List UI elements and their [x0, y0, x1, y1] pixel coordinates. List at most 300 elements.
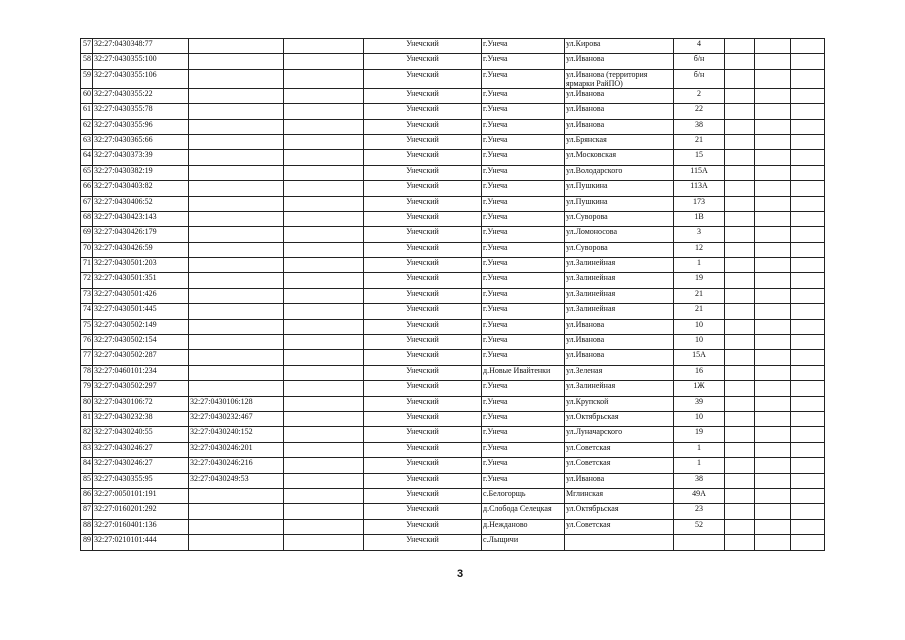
- empty-cell: [725, 69, 755, 88]
- empty-cell: [284, 258, 364, 273]
- locality-cell: г.Унеча: [482, 458, 565, 473]
- cadastral-number: 32:27:0430426:59: [93, 242, 189, 257]
- empty-cell: [791, 211, 825, 226]
- empty-cell: [725, 150, 755, 165]
- empty-cell: [725, 119, 755, 134]
- house-number-cell: 39: [674, 396, 725, 411]
- empty-cell: [791, 88, 825, 103]
- locality-cell: г.Унеча: [482, 427, 565, 442]
- cadastral-number: 32:27:0430403:82: [93, 181, 189, 196]
- empty-cell: [755, 350, 791, 365]
- house-number-cell: 2: [674, 88, 725, 103]
- locality-cell: г.Унеча: [482, 258, 565, 273]
- district-cell: Унечский: [364, 39, 482, 54]
- locality-cell: с.Белогорщь: [482, 488, 565, 503]
- empty-cell: [284, 69, 364, 88]
- empty-cell: [284, 54, 364, 69]
- locality-cell: г.Унеча: [482, 227, 565, 242]
- empty-cell: [791, 39, 825, 54]
- row-number: 78: [81, 365, 93, 380]
- locality-cell: г.Унеча: [482, 39, 565, 54]
- house-number-cell: 1: [674, 458, 725, 473]
- linked-cadastral-number: [189, 488, 284, 503]
- district-cell: Унечский: [364, 181, 482, 196]
- cadastral-number: 32:27:0430246:27: [93, 458, 189, 473]
- locality-cell: г.Унеча: [482, 165, 565, 180]
- row-number: 79: [81, 381, 93, 396]
- house-number-cell: 113А: [674, 181, 725, 196]
- empty-cell: [725, 473, 755, 488]
- page-number: 3: [456, 568, 464, 580]
- empty-cell: [284, 227, 364, 242]
- cadastral-number: 32:27:0430382:19: [93, 165, 189, 180]
- empty-cell: [284, 211, 364, 226]
- row-number: 86: [81, 488, 93, 503]
- empty-cell: [755, 88, 791, 103]
- street-cell: ул.Иванова: [565, 335, 674, 350]
- district-cell: Унечский: [364, 150, 482, 165]
- linked-cadastral-number: [189, 304, 284, 319]
- linked-cadastral-number: [189, 504, 284, 519]
- row-number: 87: [81, 504, 93, 519]
- district-cell: Унечский: [364, 165, 482, 180]
- empty-cell: [755, 396, 791, 411]
- house-number-cell: б/н: [674, 69, 725, 88]
- empty-cell: [755, 104, 791, 119]
- empty-cell: [755, 504, 791, 519]
- empty-cell: [284, 104, 364, 119]
- empty-cell: [725, 365, 755, 380]
- street-cell: ул.Залинейная: [565, 381, 674, 396]
- locality-cell: г.Унеча: [482, 211, 565, 226]
- empty-cell: [791, 473, 825, 488]
- empty-cell: [755, 54, 791, 69]
- street-cell: ул.Пушкина: [565, 196, 674, 211]
- empty-cell: [284, 411, 364, 426]
- cadastral-number: 32:27:0430240:55: [93, 427, 189, 442]
- house-number-cell: 23: [674, 504, 725, 519]
- empty-cell: [284, 150, 364, 165]
- linked-cadastral-number: [189, 104, 284, 119]
- empty-cell: [755, 365, 791, 380]
- cadastral-number: 32:27:0160401:136: [93, 519, 189, 534]
- table-row: [81, 227, 825, 242]
- empty-cell: [284, 304, 364, 319]
- empty-cell: [755, 242, 791, 257]
- empty-cell: [755, 519, 791, 534]
- cadastral-number: 32:27:0430501:426: [93, 288, 189, 303]
- table-row: [81, 458, 825, 473]
- locality-cell: г.Унеча: [482, 335, 565, 350]
- empty-cell: [791, 488, 825, 503]
- street-cell: ул.Залинейная: [565, 288, 674, 303]
- district-cell: Унечский: [364, 396, 482, 411]
- locality-cell: г.Унеча: [482, 119, 565, 134]
- linked-cadastral-number: 32:27:0430249:53: [189, 473, 284, 488]
- street-cell: ул.Октябрьская: [565, 504, 674, 519]
- empty-cell: [725, 134, 755, 149]
- house-number-cell: 15А: [674, 350, 725, 365]
- empty-cell: [284, 39, 364, 54]
- locality-cell: г.Унеча: [482, 104, 565, 119]
- house-number-cell: 52: [674, 519, 725, 534]
- empty-cell: [755, 335, 791, 350]
- district-cell: Унечский: [364, 54, 482, 69]
- empty-cell: [284, 442, 364, 457]
- linked-cadastral-number: [189, 39, 284, 54]
- district-cell: Унечский: [364, 119, 482, 134]
- street-cell: Мглинская: [565, 488, 674, 503]
- row-number: 64: [81, 150, 93, 165]
- empty-cell: [284, 88, 364, 103]
- row-number: 65: [81, 165, 93, 180]
- empty-cell: [284, 458, 364, 473]
- empty-cell: [725, 88, 755, 103]
- locality-cell: г.Унеча: [482, 350, 565, 365]
- linked-cadastral-number: [189, 227, 284, 242]
- empty-cell: [284, 196, 364, 211]
- house-number-cell: 10: [674, 411, 725, 426]
- row-number: 83: [81, 442, 93, 457]
- empty-cell: [791, 69, 825, 88]
- empty-cell: [755, 411, 791, 426]
- cadastral-number: 32:27:0430355:78: [93, 104, 189, 119]
- table-row: [81, 335, 825, 350]
- empty-cell: [725, 181, 755, 196]
- empty-cell: [725, 535, 755, 550]
- table-row: [81, 242, 825, 257]
- table-row: [81, 473, 825, 488]
- street-cell: ул.Иванова: [565, 473, 674, 488]
- empty-cell: [791, 227, 825, 242]
- street-cell: ул.Суворова: [565, 242, 674, 257]
- cadastral-number: 32:27:0430106:72: [93, 396, 189, 411]
- cadastral-number: 32:27:0430426:179: [93, 227, 189, 242]
- linked-cadastral-number: [189, 273, 284, 288]
- empty-cell: [725, 396, 755, 411]
- street-cell: [565, 535, 674, 550]
- house-number-cell: б/н: [674, 54, 725, 69]
- district-cell: Унечский: [364, 304, 482, 319]
- empty-cell: [284, 288, 364, 303]
- table-row: [81, 411, 825, 426]
- empty-cell: [284, 181, 364, 196]
- locality-cell: д.Новые Ивайтенки: [482, 365, 565, 380]
- locality-cell: г.Унеча: [482, 288, 565, 303]
- table-row: [81, 427, 825, 442]
- empty-cell: [791, 319, 825, 334]
- empty-cell: [725, 288, 755, 303]
- locality-cell: г.Унеча: [482, 396, 565, 411]
- district-cell: Унечский: [364, 211, 482, 226]
- property-table: [80, 38, 825, 551]
- locality-cell: г.Унеча: [482, 134, 565, 149]
- empty-cell: [791, 165, 825, 180]
- empty-cell: [725, 211, 755, 226]
- house-number-cell: 12: [674, 242, 725, 257]
- cadastral-number: 32:27:0430501:351: [93, 273, 189, 288]
- table-row: [81, 54, 825, 69]
- table-row: [81, 104, 825, 119]
- street-cell: ул.Залинейная: [565, 273, 674, 288]
- street-cell: ул.Суворова: [565, 211, 674, 226]
- empty-cell: [791, 134, 825, 149]
- street-cell: ул.Володарского: [565, 165, 674, 180]
- row-number: 75: [81, 319, 93, 334]
- locality-cell: г.Унеча: [482, 150, 565, 165]
- table-row: [81, 181, 825, 196]
- street-cell: ул.Советская: [565, 519, 674, 534]
- empty-cell: [791, 119, 825, 134]
- empty-cell: [755, 288, 791, 303]
- street-cell: ул.Брянская: [565, 134, 674, 149]
- empty-cell: [755, 165, 791, 180]
- empty-cell: [791, 196, 825, 211]
- locality-cell: г.Унеча: [482, 411, 565, 426]
- house-number-cell: 1: [674, 442, 725, 457]
- empty-cell: [791, 350, 825, 365]
- district-cell: Унечский: [364, 335, 482, 350]
- table-row: [81, 488, 825, 503]
- row-number: 76: [81, 335, 93, 350]
- cadastral-number: 32:27:0430348:77: [93, 39, 189, 54]
- cadastral-number: 32:27:0050101:191: [93, 488, 189, 503]
- district-cell: Унечский: [364, 273, 482, 288]
- row-number: 58: [81, 54, 93, 69]
- district-cell: Унечский: [364, 519, 482, 534]
- district-cell: Унечский: [364, 488, 482, 503]
- table-row: [81, 69, 825, 88]
- table-row: [81, 150, 825, 165]
- empty-cell: [791, 242, 825, 257]
- linked-cadastral-number: [189, 196, 284, 211]
- district-cell: Унечский: [364, 365, 482, 380]
- empty-cell: [725, 488, 755, 503]
- linked-cadastral-number: [189, 288, 284, 303]
- table-row: [81, 288, 825, 303]
- row-number: 82: [81, 427, 93, 442]
- row-number: 70: [81, 242, 93, 257]
- table-row: [81, 319, 825, 334]
- empty-cell: [725, 442, 755, 457]
- linked-cadastral-number: 32:27:0430246:201: [189, 442, 284, 457]
- empty-cell: [791, 54, 825, 69]
- table-row: [81, 350, 825, 365]
- cadastral-number: 32:27:0430502:297: [93, 381, 189, 396]
- house-number-cell: 21: [674, 134, 725, 149]
- street-cell: ул.Иванова (территория ярмарки РайПО): [565, 69, 674, 88]
- cadastral-number: 32:27:0160201:292: [93, 504, 189, 519]
- empty-cell: [725, 304, 755, 319]
- street-cell: ул.Иванова: [565, 54, 674, 69]
- house-number-cell: 16: [674, 365, 725, 380]
- street-cell: ул.Пушкина: [565, 181, 674, 196]
- row-number: 60: [81, 88, 93, 103]
- district-cell: Унечский: [364, 134, 482, 149]
- table-body: [81, 39, 825, 551]
- cadastral-number: 32:27:0430232:38: [93, 411, 189, 426]
- row-number: 68: [81, 211, 93, 226]
- empty-cell: [725, 54, 755, 69]
- cadastral-number: 32:27:0430355:100: [93, 54, 189, 69]
- empty-cell: [755, 535, 791, 550]
- linked-cadastral-number: [189, 258, 284, 273]
- row-number: 62: [81, 119, 93, 134]
- house-number-cell: 1: [674, 258, 725, 273]
- cadastral-number: 32:27:0430501:445: [93, 304, 189, 319]
- house-number-cell: 38: [674, 119, 725, 134]
- linked-cadastral-number: 32:27:0430246:216: [189, 458, 284, 473]
- cadastral-number: 32:27:0430355:95: [93, 473, 189, 488]
- empty-cell: [725, 258, 755, 273]
- empty-cell: [284, 319, 364, 334]
- house-number-cell: 38: [674, 473, 725, 488]
- table-row: [81, 39, 825, 54]
- empty-cell: [755, 319, 791, 334]
- locality-cell: г.Унеча: [482, 69, 565, 88]
- locality-cell: г.Унеча: [482, 273, 565, 288]
- street-cell: ул.Октябрьская: [565, 411, 674, 426]
- house-number-cell: 19: [674, 273, 725, 288]
- locality-cell: г.Унеча: [482, 242, 565, 257]
- table-row: [81, 304, 825, 319]
- street-cell: ул.Иванова: [565, 119, 674, 134]
- empty-cell: [791, 273, 825, 288]
- district-cell: Унечский: [364, 442, 482, 457]
- linked-cadastral-number: [189, 181, 284, 196]
- row-number: 81: [81, 411, 93, 426]
- locality-cell: г.Унеча: [482, 319, 565, 334]
- cadastral-number: 32:27:0430502:287: [93, 350, 189, 365]
- district-cell: Унечский: [364, 411, 482, 426]
- locality-cell: г.Унеча: [482, 442, 565, 457]
- empty-cell: [725, 242, 755, 257]
- cadastral-number: 32:27:0430355:106: [93, 69, 189, 88]
- empty-cell: [284, 119, 364, 134]
- empty-cell: [284, 473, 364, 488]
- table-row: [81, 365, 825, 380]
- district-cell: Унечский: [364, 427, 482, 442]
- empty-cell: [755, 473, 791, 488]
- empty-cell: [791, 504, 825, 519]
- empty-cell: [755, 196, 791, 211]
- row-number: 84: [81, 458, 93, 473]
- cadastral-number: 32:27:0430246:27: [93, 442, 189, 457]
- empty-cell: [725, 165, 755, 180]
- street-cell: ул.Залинейная: [565, 258, 674, 273]
- empty-cell: [284, 365, 364, 380]
- district-cell: Унечский: [364, 473, 482, 488]
- table-row: [81, 88, 825, 103]
- row-number: 59: [81, 69, 93, 88]
- street-cell: ул.Луначарского: [565, 427, 674, 442]
- empty-cell: [725, 504, 755, 519]
- locality-cell: г.Унеча: [482, 473, 565, 488]
- empty-cell: [755, 211, 791, 226]
- empty-cell: [791, 181, 825, 196]
- empty-cell: [755, 227, 791, 242]
- empty-cell: [284, 396, 364, 411]
- empty-cell: [755, 134, 791, 149]
- empty-cell: [791, 458, 825, 473]
- empty-cell: [284, 335, 364, 350]
- empty-cell: [791, 150, 825, 165]
- linked-cadastral-number: [189, 535, 284, 550]
- row-number: 71: [81, 258, 93, 273]
- empty-cell: [725, 381, 755, 396]
- empty-cell: [791, 304, 825, 319]
- empty-cell: [755, 381, 791, 396]
- table-row: [81, 273, 825, 288]
- table-row: [81, 165, 825, 180]
- linked-cadastral-number: [189, 365, 284, 380]
- linked-cadastral-number: 32:27:0430240:152: [189, 427, 284, 442]
- linked-cadastral-number: [189, 381, 284, 396]
- cadastral-number: 32:27:0430373:39: [93, 150, 189, 165]
- empty-cell: [755, 458, 791, 473]
- row-number: 89: [81, 535, 93, 550]
- empty-cell: [791, 396, 825, 411]
- cadastral-number: 32:27:0430502:154: [93, 335, 189, 350]
- district-cell: Унечский: [364, 227, 482, 242]
- empty-cell: [755, 69, 791, 88]
- linked-cadastral-number: [189, 69, 284, 88]
- district-cell: Унечский: [364, 381, 482, 396]
- empty-cell: [791, 381, 825, 396]
- row-number: 63: [81, 134, 93, 149]
- street-cell: ул.Залинейная: [565, 304, 674, 319]
- street-cell: ул.Иванова: [565, 104, 674, 119]
- empty-cell: [725, 519, 755, 534]
- linked-cadastral-number: 32:27:0430232:467: [189, 411, 284, 426]
- empty-cell: [755, 488, 791, 503]
- district-cell: Унечский: [364, 258, 482, 273]
- house-number-cell: 4: [674, 39, 725, 54]
- empty-cell: [791, 519, 825, 534]
- table-row: [81, 119, 825, 134]
- street-cell: ул.Кирова: [565, 39, 674, 54]
- empty-cell: [755, 39, 791, 54]
- empty-cell: [284, 273, 364, 288]
- table-row: [81, 504, 825, 519]
- table-row: [81, 196, 825, 211]
- locality-cell: д.Нежданово: [482, 519, 565, 534]
- district-cell: Унечский: [364, 319, 482, 334]
- district-cell: Унечский: [364, 196, 482, 211]
- street-cell: ул.Московская: [565, 150, 674, 165]
- empty-cell: [284, 350, 364, 365]
- empty-cell: [284, 242, 364, 257]
- empty-cell: [791, 365, 825, 380]
- locality-cell: г.Унеча: [482, 54, 565, 69]
- empty-cell: [284, 504, 364, 519]
- street-cell: ул.Советская: [565, 458, 674, 473]
- district-cell: Унечский: [364, 242, 482, 257]
- district-cell: Унечский: [364, 504, 482, 519]
- empty-cell: [791, 442, 825, 457]
- empty-cell: [284, 488, 364, 503]
- locality-cell: г.Унеча: [482, 181, 565, 196]
- cadastral-number: 32:27:0430502:149: [93, 319, 189, 334]
- empty-cell: [725, 319, 755, 334]
- house-number-cell: 10: [674, 319, 725, 334]
- linked-cadastral-number: [189, 54, 284, 69]
- table-row: [81, 381, 825, 396]
- empty-cell: [284, 519, 364, 534]
- row-number: 72: [81, 273, 93, 288]
- empty-cell: [755, 258, 791, 273]
- row-number: 67: [81, 196, 93, 211]
